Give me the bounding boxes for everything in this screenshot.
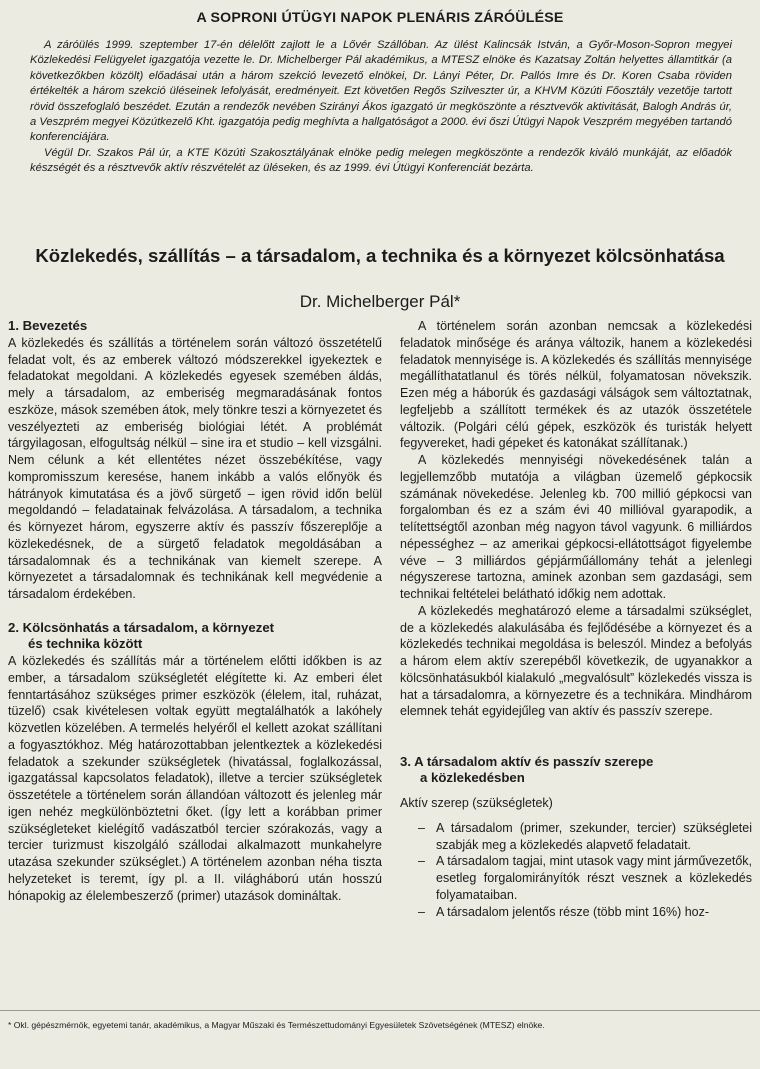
subsection-title: Aktív szerep (szükségletek) xyxy=(400,796,553,810)
left-column xyxy=(8,318,382,904)
list-item-text: A társadalom tagjai, mint utasok vagy mint járművezetők, esetleg forgalomirányítók részt vesznek a közlekedés folyamataiban. xyxy=(436,854,752,902)
dash-mark: – xyxy=(418,854,425,869)
dash-list xyxy=(400,820,752,921)
dash-mark: – xyxy=(418,820,425,835)
body-paragraph: A közlekedés mennyiségi növekedésének talán a legjellemzőbb mutatója a világban üzemelő gépkocsik számának növekedése. Jelenleg kb. 700 millió gépkocsi van forgalomban és ez a szám évi 40 millióval gyarapodik, a telítettségtől azonban még nagyon távol vagyunk. 6 milliárdos népességhez – az amerikai gépkocsi-ellátottságot figyelembe véve – 3 milliárdos gépjárműállomány tehát a jelenlegi négyszerese tartozna, aminek azonban sem gazdasági, sem technikai feltételei belátható időkig nem adottak. xyxy=(400,453,752,601)
section-heading-line: 3. A társadalom aktív és passzív szerepe xyxy=(400,753,654,769)
body-paragraph: A közlekedés meghatározó eleme a társadalmi szükséglet, de a közlekedés alakulásába és fejlődésébe a környezet és a közlekedés technikai megoldása is beleszól. Mindez a befolyás a három elem aktív szerepéből következik, de ugyanakkor a kölcsönhatásukból kialakuló „megvalósult” közlekedés vissza is hat a társadalomra, a környezetre és a technikára. Mindhárom elemnek tehát egyidejűleg van aktív és passzív szerepe. xyxy=(400,603,752,719)
body-paragraph: A közlekedés és szállítás már a történelem előtti időkben is az ember, a társadalom szükségletét elégítette ki. Az emberi élet fenntartásához szükséges primer eszközök (élelem, ital, ruházat, tüzelő) csak kivételesen voltak együtt megtalálhatók a lakóhely közvetlen közelében. A termelés helyéről el kellett azokat szállítani a fogyasztókhoz. Még határozottabban jelentkeztek a közlekedési feladatok a szekunder szükségletek (hivatással, foglalkozással, igazgatással kapcsolatos feladatok), illetve a tercier szükségletek összetétele a történelem során állandóan változott és jelenleg már igen nehéz megkülönböztetni őket. (Így lett a korábban primer szükségleteket kielégítő vadászatból tercier szórakozás, vagy a tercier turizmust kiszolgáló szállodai alkalmazott munkahelyre utazása szekunder szükséglet.) A történelem azonban néha tiszta helyzeteket is teremt, így pl. a II. világháború után hosszú hónapokig az élelembeszerző (primer) utazások domináltak. xyxy=(8,654,382,903)
section-heading xyxy=(8,620,382,654)
intro-paragraph: Végül Dr. Szakos Pál úr, a KTE Közúti Szakosztályának elnöke pedig melegen megköszönte a rendezők kiváló munkáját, az előadók készségét és a résztvevők aktív részvételét az üléseken, és az 1999. évi Útügyi Konferenciát bezárta. xyxy=(30,146,732,175)
footnote: * Okl. gépészmérnök, egyetemi tanár, akadémikus, a Magyar Műszaki és Természettudományi Egyesületek Szövetségének (MTESZ) elnöke. xyxy=(8,1020,545,1030)
list-item-text: A társadalom jelentős része (több mint 16%) hoz- xyxy=(436,904,710,919)
footnote-divider xyxy=(0,1010,760,1011)
right-column xyxy=(400,318,752,920)
list-item-text: A társadalom (primer, szekunder, tercier) szükségletei szabják meg a közlekedés alapvető feladatait. xyxy=(436,820,752,852)
list-item xyxy=(400,853,752,903)
section-heading: 1. Bevezetés xyxy=(8,318,88,333)
list-item xyxy=(400,820,752,854)
article-author: Dr. Michelberger Pál* xyxy=(299,292,461,311)
section-heading-line: 2. Kölcsönhatás a társadalom, a környezet xyxy=(8,619,275,635)
dash-mark: – xyxy=(418,904,425,919)
section-heading-line: a közlekedésben xyxy=(420,770,525,786)
intro-paragraph: A záróülés 1999. szeptember 17-én délelőtt zajlott le a Lővér Szállóban. Az ülést Kalincsák István, a Győr-Moson-Sopron megyei Közlekedési Felügyelet igazgatója vezette le. Dr. Michelberger Pál akadémikus, a MTESZ elnöke és Kazatsay Zoltán helyettes államtitkár (a következőkben közölt) előadásai után a három szekció levezető elnökei, Dr. Lányi Péter, Dr. Pallós Imre és Dr. Koren Csaba röviden értékelték a három szekció üléseinek lefolyását, eredményeit. Ezt követően Regős Szilveszter úr, a KHVM Közúti Főosztály vezetője tartott rövid összefoglaló beszédet. Ezután a rendezők nevében Szirányi Ákos igazgató úr megköszönte a résztvevők aktivitását, Balogh András úr, a Veszprém megyei Közútkezelő Kht. igazgatója pedig meghívta a hallgatóságot a 2000. évi őszi Útügyi Napok Veszprém megyében tartandó konferenciájára. xyxy=(30,39,732,144)
article-title: Közlekedés, szállítás – a társadalom, a technika és a környezet kölcsönhatása xyxy=(35,245,725,266)
intro-block xyxy=(30,38,732,177)
body-paragraph: A történelem során azonban nemcsak a közlekedési feladatok minősége és aránya változik, hanem a közlekedési feladatok mennyisége is. A közlekedés és szállítás mennyisége megállíthatatlanul és törés nélkül, folyamatosan növekszik. Ezen még a háborúk és gazdasági válságok sem változtatnak, legfeljebb a szállított termékek és az utazók összetétele változik. (Polgári célú gépek, eszközök és turisták helyett fegyvereket, hadi gépeket és katonákat szállítanak.) xyxy=(400,319,752,451)
section-heading-line: és technika között xyxy=(28,636,143,652)
body-paragraph: A közlekedés és szállítás a történelem során változó összetételű feladat volt, és az emberek változó módszerekkel igyekeztek e feladatokat megoldani. A közlekedés egyesek szemében áldás, mely a társadalom, az emberiség megmaradásának fontos eszköze, mások szemében átok, mely tönkre teszi a környezetet és veszélyezteti az emberiség biológiai létét. A problémát tárgyilagosan, elfogultság nélkül – sine ira et studio – kell vizsgálni. Nem célunk a két ellentétes nézet összebékítése, vagy kompromisszum keresése, hanem inkább a valós előnyök és hátrányok kimutatása és a jövő sürgető – igen rövid időn belül megoldandó – feladatainak felvázolása. A társadalom, a technika és környezet három, egyszerre aktív és passzív főszereplője a közlekedésnek, de a sürgető feladatok megoldásában a társadalomnak és a technikának van kiemelt szerepe. A környezetet a társadalomnak és technikának kell megvédenie a társadalom érdekében. xyxy=(8,335,382,601)
list-item xyxy=(400,904,752,921)
header-title: A SOPRONI ÚTÜGYI NAPOK PLENÁRIS ZÁRÓÜLÉSE xyxy=(196,10,564,26)
section-heading xyxy=(400,754,752,788)
